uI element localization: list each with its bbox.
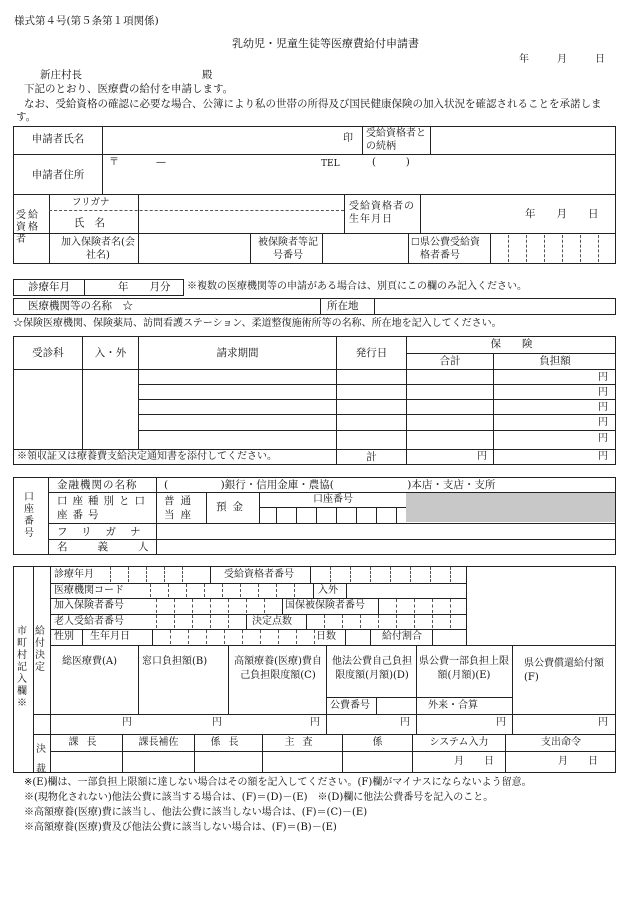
- approver-unit-chief: 係長: [210, 737, 247, 748]
- calc-b-yen: 円: [212, 717, 222, 728]
- outpatient-combined-label: 外来・合算: [428, 700, 478, 711]
- header-period: 請求期間: [216, 347, 259, 359]
- office-inout-label: 入外: [318, 585, 338, 596]
- relation-label: 受給資格者との続柄: [366, 128, 426, 152]
- applicant-address-field[interactable]: [104, 172, 614, 192]
- header-issue-date: 発行日: [355, 347, 388, 359]
- date-month: 月: [557, 54, 567, 65]
- header-burden: 負担額: [539, 355, 571, 367]
- receipt-note: ※領収証又は療養費支給決定通知書を添付してください。: [17, 451, 277, 462]
- facility-name-field[interactable]: [160, 299, 318, 314]
- approver-staff: 係: [372, 737, 383, 748]
- addressee-name: 新庄村長: [40, 69, 82, 81]
- calc-c-yen: 円: [310, 717, 320, 728]
- account-type-label: 口座種別と口座番号: [57, 495, 150, 521]
- calc-b-label: 窓口負担額(B): [142, 656, 208, 667]
- public-fund-no-label: 公費番号: [330, 700, 370, 711]
- office-birth-label: 生年月日: [90, 631, 130, 642]
- recipient-birth-label: 受給資格者の生年月日: [349, 201, 415, 225]
- yen-row-1: 円: [598, 372, 608, 383]
- postal-dash: —: [156, 157, 166, 168]
- recipient-name-field[interactable]: [140, 212, 342, 231]
- multiple-facility-note: ※複数の医療機関等の申請がある場合は、別頁にこの欄のみ記入ください。: [187, 281, 527, 292]
- page-title: 乳幼児・児童生徒等医療費給付申請書: [232, 37, 419, 50]
- facility-note: ☆保険医療機関、保険薬局、訪問看護ステーション、柔道整復施術所等の名称、所在地を記入してください。: [13, 318, 502, 329]
- deposit-label: 預金: [216, 501, 249, 513]
- account-type-options[interactable]: 普通当座: [164, 495, 197, 521]
- applicant-name-label: 申請者氏名: [31, 133, 85, 145]
- seal-mark: 印: [343, 133, 353, 144]
- calc-a-yen: 円: [122, 717, 132, 728]
- bank-name-field[interactable]: ( )銀行・信用金庫・農協( )本店・支店・支所: [164, 479, 496, 491]
- benefit-decision-label: 給付決定: [35, 626, 45, 673]
- intro-line-2: なお、受給資格の確認に必要な場合、公簿により私の世帯の所得及び国民健康保険の加入状況を確認されることを承諾します。: [16, 98, 602, 123]
- intro-line-1: 下記のとおり、医療費の給付を申請します。: [24, 83, 234, 95]
- calc-d-label: 他法公費自己負担限度額(月額)(D): [332, 656, 412, 681]
- insured-no-label: 被保険者等記号番号: [258, 237, 318, 261]
- office-ratio-label: 給付割合: [382, 631, 422, 642]
- calc-e-label: 県公費一部負担上限額(月額)(E): [419, 656, 509, 681]
- office-qual-no-label: 受給資格者番号: [224, 569, 294, 580]
- tel-paren: ( ): [372, 157, 410, 168]
- calc-f-yen: 円: [598, 717, 608, 728]
- prefecture-checkbox[interactable]: □: [411, 237, 420, 247]
- account-holder-label: 名義人: [57, 541, 179, 553]
- office-side-label: 市町村記入欄※: [17, 626, 27, 709]
- header-insurance: 保 険: [490, 338, 533, 350]
- insurer-field[interactable]: [140, 235, 248, 262]
- account-holder-field[interactable]: [158, 541, 614, 554]
- recipient-name-label: 氏名: [74, 217, 115, 229]
- prefecture-no-label: 県公費受給資格者番号: [420, 237, 480, 261]
- office-insurer-no-label: 加入保険者番号: [54, 600, 124, 611]
- account-number-label: 口座番号: [313, 494, 353, 505]
- approval-label: 決裁: [36, 744, 46, 775]
- relation-field[interactable]: [432, 128, 614, 152]
- footnote-1: ※(E)欄は、一部負担上限額に達しない場合はその額を記入してください。(F)欄がマイナスにならないよう留意。: [24, 777, 532, 788]
- recipient-birth-date: 年 月 日: [525, 208, 599, 220]
- header-total: 合計: [439, 355, 461, 367]
- yen-row-3: 円: [598, 402, 608, 413]
- footnote-3: ※高額療養(医療)費に該当し、他法公費に該当しない場合は、(F)＝(C)－(E): [24, 807, 368, 818]
- addressee-honorific: 殿: [202, 69, 213, 81]
- location-field[interactable]: [376, 299, 614, 314]
- account-furigana-label: フリガナ: [57, 526, 155, 538]
- account-furigana-field[interactable]: [158, 525, 614, 538]
- approver-inspector: 主査: [284, 737, 321, 748]
- bank-label: 金融機関の名称: [57, 479, 138, 491]
- calc-f-label: 県公費償還給付額(F): [524, 658, 604, 683]
- approver-deputy-chief: 課長補佐: [138, 737, 179, 748]
- location-label: 所在地: [327, 300, 359, 312]
- tel-label: TEL: [321, 159, 340, 169]
- yen-row-4: 円: [598, 417, 608, 428]
- system-input-date: 月 日: [454, 756, 494, 767]
- footnote-4: ※高額療養(医療)費及び他法公費に該当しない場合は、(F)＝(B)－(E): [24, 822, 337, 833]
- calc-a-label: 総医療費(A): [62, 656, 118, 667]
- header-department: 受診科: [32, 347, 64, 359]
- treatment-period-value[interactable]: 年 月分: [118, 281, 171, 293]
- yen-row-2: 円: [598, 387, 608, 398]
- office-elderly-no-label: 老人受給者番号: [54, 616, 124, 627]
- postal-mark: 〒: [109, 157, 119, 168]
- total-yen-burden: 円: [598, 451, 608, 462]
- approver-payment-order: 支出命令: [541, 737, 581, 748]
- total-yen: 円: [477, 451, 487, 462]
- footnote-2: ※(現物化されない)他法公費に該当する場合は、(F)＝(D)－(E) ※(D)欄に他法公費番号を記入のこと。: [24, 792, 494, 803]
- form-number: 様式第４号(第５条第１項関係): [14, 15, 159, 27]
- calc-d-yen: 円: [400, 717, 410, 728]
- treatment-period-label: 診療年月: [28, 281, 70, 293]
- insurer-label: 加入保険者名(会社名): [61, 237, 135, 261]
- office-points-label: 決定点数: [252, 616, 292, 627]
- insured-no-field[interactable]: [324, 235, 406, 262]
- applicant-address-label: 申請者住所: [31, 169, 85, 181]
- payment-order-date: 月 日: [558, 756, 598, 767]
- yen-row-5: 円: [598, 433, 608, 444]
- approver-system-input: システム入力: [429, 737, 489, 748]
- office-period-label: 診療年月: [54, 569, 94, 580]
- date-day: 日: [595, 54, 605, 65]
- office-days-label: 日数: [316, 631, 336, 642]
- recipient-furigana-label: フリガナ: [72, 197, 110, 208]
- date-year: 年: [519, 54, 529, 65]
- office-sex-label: 性別: [54, 631, 74, 642]
- facility-label: 医療機関等の名称 ☆: [28, 300, 133, 312]
- calc-e-yen: 円: [496, 717, 506, 728]
- office-inst-code-label: 医療機関コード: [54, 585, 124, 596]
- recipient-furigana-field[interactable]: [140, 196, 342, 209]
- account-side-label: 口座番号: [24, 492, 34, 539]
- header-inout: 入・外: [94, 347, 127, 359]
- total-label: 計: [366, 451, 377, 463]
- applicant-name-field[interactable]: [104, 128, 340, 152]
- office-nhi-no-label: 国保被保険者番号: [285, 600, 365, 611]
- calc-c-label: 高額療養(医療)費自己負担限度額(C): [234, 656, 322, 681]
- recipient-group-label: 受給資格者: [16, 210, 40, 245]
- approver-section-chief: 課長: [68, 737, 105, 748]
